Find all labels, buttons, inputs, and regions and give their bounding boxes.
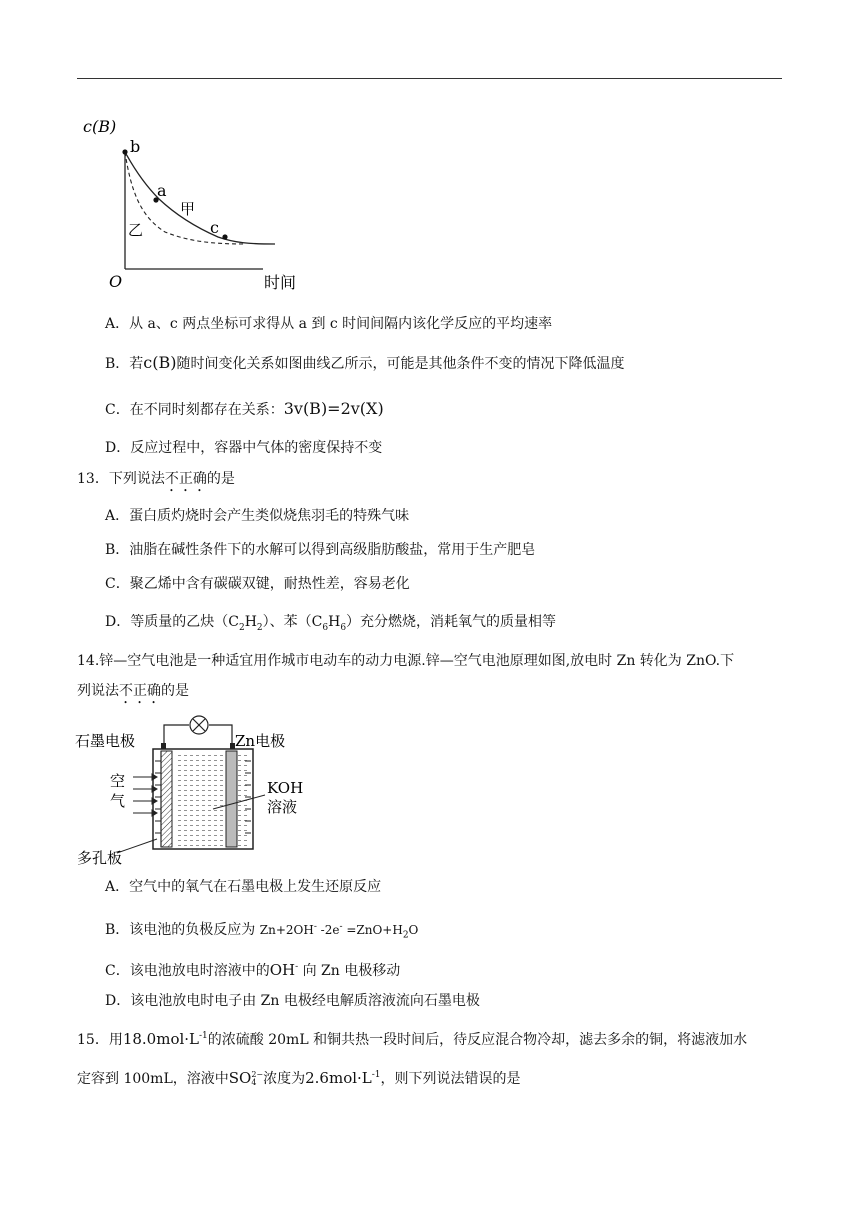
q12-option-a: A．从 a、c 两点坐标可求得从 a 到 c 时间间隔内该化学反应的平均速率 [105,316,553,332]
q14-b-pre: B．该电池的负极反应为 [105,922,260,938]
y-axis-label: c(B) [83,117,117,136]
q12-option-c-pre: C．在不同时刻都存在关系： [105,402,284,418]
zinc-electrode [226,751,237,847]
q15-line2-ion: SO 2− 4 [228,1069,264,1087]
q14-option-d: D．该电池放电时电子由 Zn 电极经电解质溶液流向石墨电极 [105,993,480,1009]
curve-yi-label: 乙 [128,221,144,239]
q13-option-a: A．蛋白质灼烧时会产生类似烧焦羽毛的特殊气味 [105,508,410,524]
q13-stem-post: 的是 [206,471,235,487]
solution-label: 溶液 [267,798,298,816]
zn-label: Zn电极 [235,732,286,750]
q15-line2 [77,1065,521,1089]
q15-line1-pre: 15．用 [77,1032,123,1048]
q12-option-c-formula: 3v(B)=2v(X) [283,399,384,418]
koh-electrolyte [175,753,250,846]
q15-line1-post: 的浓硫酸 20mL 和铜共热一段时间后，待反应混合物冷却，滤去多余的铜，将滤液加水 [207,1032,748,1048]
point-c-label: c [210,218,219,237]
air-label-2: 气 [110,792,126,810]
q13-option-b: B．油脂在碱性条件下的水解可以得到高级脂肪酸盐，常用于生产肥皂 [105,542,536,558]
q12-option-b-formula: c(B) [143,353,177,372]
q12-option-d: D．反应过程中，容器中气体的密度保持不变 [105,440,383,456]
graphite-label: 石墨电极 [75,732,136,750]
q12-option-b [105,353,625,374]
q13-option-c: C．聚乙烯中含有碳碳双键，耐热性差，容易老化 [105,576,410,592]
concentration-time-graph [75,112,315,292]
point-c [222,234,227,239]
q13-d-mid: ）、苯（ [262,614,312,630]
q14-c-pre: C．该电池放电时溶液中的 [105,963,270,979]
q14-option-a: A．空气中的氧气在石墨电极上发生还原反应 [105,879,382,895]
q14-stem-emphasis: 不正确 [119,683,161,699]
koh-label: KOH [267,779,304,797]
q14-stem-pre: 列说法 [77,683,119,699]
porous-label: 多孔板 [77,849,123,865]
q14-c-post: 向 Zn 电极移动 [298,963,401,979]
point-b [122,149,127,154]
q14-stem-post: 的是 [161,683,189,699]
q13-d-post: ）充分燃烧，消耗氧气的质量相等 [346,614,557,630]
q14-option-b [105,917,418,945]
q14-stem-line2 [77,681,189,707]
q13-stem-pre: 13．下列说法 [77,471,165,487]
point-b-label: b [130,137,141,156]
curve-jia [125,152,275,244]
q13-stem-emphasis: 不正确 [164,471,207,487]
q12-option-c [105,399,384,420]
zinc-air-battery-diagram [75,713,315,865]
curve-jia-label: 甲 [180,200,196,218]
q13-d-formula1: $C_2H_2$ [228,614,263,633]
graphite-electrode [161,751,172,847]
x-axis-label: 时间 [264,273,297,292]
q15-line1 [77,1026,747,1050]
q15-line1-conc: $18.0mol\cdot L^{-1}$ [122,1030,208,1048]
q14-stem-line1: 14.锌—空气电池是一种适宜用作城市电动车的动力电源.锌—空气电池原理如图,放电时 Zn 转化为 ZnO.下 [77,653,735,669]
point-a-label: a [157,181,167,200]
q12-option-b-pre: B．若 [105,356,144,372]
q14-b-formula: Zn+2OH- $-2e^- =ZnO+H_2O$ [259,922,419,941]
q15-line2-post: ，则下列说法错误的是 [380,1071,521,1087]
q15-line2-mid: 浓度为 [263,1071,306,1087]
q13-option-d [105,612,556,638]
q13-d-formula2: $C_6H_6$ [311,614,347,633]
q13-d-pre: D．等质量的乙炔（ [105,614,229,630]
q12-option-b-post: 随时间变化关系如图曲线乙所示，可能是其他条件不变的情况下降低温度 [176,356,625,372]
air-label-1: 空 [110,772,126,790]
q15-line2-conc: $2.6mol\cdot L^{-1}$ [305,1069,381,1087]
header-rule [77,78,782,79]
q13-stem [77,469,235,495]
q15-line2-pre: 定容到 100mL，溶液中 [77,1071,229,1087]
origin-label: O [109,272,123,291]
q14-c-ion: OH- [269,961,299,979]
q14-option-c [105,957,400,981]
circuit-wire [164,725,189,743]
